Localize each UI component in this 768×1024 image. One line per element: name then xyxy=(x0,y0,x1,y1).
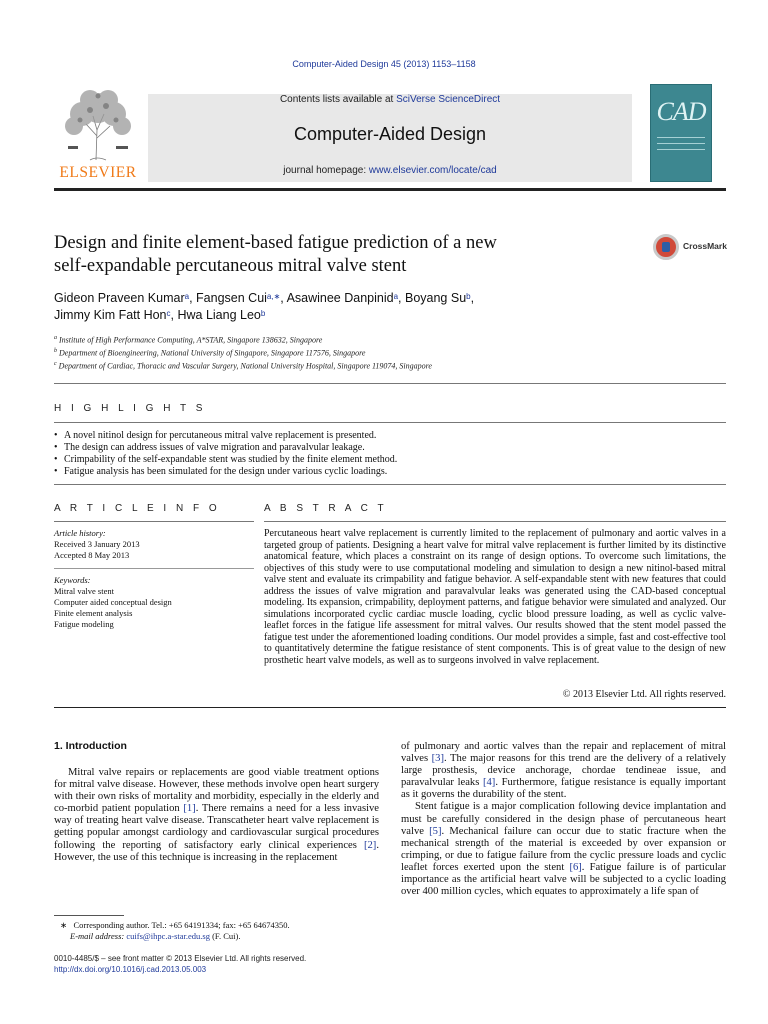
text-run: . Furthermore, fatigue resistance is equally important as it governs the durability of the stent. xyxy=(401,777,726,801)
author-name[interactable]: Hwa Liang Leo xyxy=(177,308,261,322)
highlights-list xyxy=(54,430,726,478)
keyword: Mitral valve stent xyxy=(54,586,114,596)
affiliation-mark: c xyxy=(54,361,57,367)
accepted-date: Accepted 8 May 2013 xyxy=(54,550,130,560)
footer xyxy=(54,953,454,975)
received-date: Received 3 January 2013 xyxy=(54,539,140,549)
email-suffix: (F. Cui). xyxy=(209,930,241,941)
author-name[interactable]: Jimmy Kim Fatt Hon xyxy=(54,308,167,322)
footnote-rule xyxy=(54,915,124,916)
bullet-icon: • xyxy=(54,454,58,465)
section-divider xyxy=(54,707,726,708)
list-item xyxy=(54,466,726,478)
bullet-icon: • xyxy=(54,442,58,453)
author-affiliation-mark[interactable]: a xyxy=(184,292,190,301)
affiliation xyxy=(54,359,674,372)
highlights-heading: H I G H L I G H T S xyxy=(54,403,206,414)
journal-name: Computer-Aided Design xyxy=(293,124,487,144)
highlight-text: The design can address issues of valve migration and paravalvular leakage. xyxy=(64,442,365,453)
affiliation xyxy=(54,346,674,359)
text-run: Mitral valve repairs or replacements are good viable treatment options for mitral valve disease. However, these methods involve open heart surgery with their own risks of mortality and morbidity, especially in the elderly and co-morbid patient population xyxy=(54,767,379,815)
article-info-heading: A R T I C L E I N F O xyxy=(54,503,221,514)
citation-link[interactable]: [5] xyxy=(429,825,442,837)
citation-link[interactable]: [4] xyxy=(482,777,496,789)
paragraph xyxy=(401,801,726,898)
footnote-mark: ∗ xyxy=(60,920,68,930)
cover-rule xyxy=(657,137,705,138)
author-name[interactable]: Gideon Praveen Kumar xyxy=(54,291,185,305)
contents-availability xyxy=(148,94,632,106)
section-divider xyxy=(54,422,726,423)
contents-prefix: Contents lists available at xyxy=(279,94,397,105)
body-column-right xyxy=(401,741,726,898)
paragraph xyxy=(401,741,726,801)
affiliation-text: Institute of High Performance Computing, A*STAR, Singapore 138632, Singapore xyxy=(59,335,323,345)
elsevier-wordmark: ELSEVIER xyxy=(59,164,137,181)
author-affiliation-mark[interactable]: c xyxy=(166,309,171,318)
section-divider xyxy=(54,568,254,569)
affiliation xyxy=(54,333,674,346)
sciencedirect-link[interactable]: SciVerse ScienceDirect xyxy=(396,94,501,105)
article-title xyxy=(54,232,614,278)
cover-rule xyxy=(657,149,705,150)
author-list: Gideon Praveen Kumar$^a$, Fangsen Cui$^{a,∗}$, Asawinee Danpinid$^a$, Boyang Su$^b$, Jimmy Kim Fatt Hon$^c$, Hwa Liang Leo$^b$ xyxy=(54,291,475,322)
issn-line: 0010-4485/$ – see front matter © 2013 Elsevier Ltd. All rights reserved. xyxy=(54,954,307,963)
paragraph xyxy=(54,767,379,864)
affiliation-mark: a xyxy=(54,335,57,341)
journal-reference[interactable]: Computer-Aided Design 45 (2013) 1153–1158 xyxy=(292,59,476,69)
list-item xyxy=(54,442,726,454)
cover-title: CAD xyxy=(656,97,706,126)
journal-cover-thumbnail xyxy=(650,84,712,182)
author-affiliation-mark[interactable]: b xyxy=(260,309,266,318)
citation-link[interactable]: [1] xyxy=(183,803,196,815)
author-affiliation-mark[interactable]: a xyxy=(393,292,399,301)
abstract-text: Percutaneous heart valve replacement is currently limited to the replacement of pulmonary and aortic valves in a targeted group of patients. Designing a heart valve for mitral valve replacement is further limited by its distinctive anatomical feature, which places a constraint on its range of design options. To overcome such limitations, the objectives of this study were to use computational modeling and simulation to design a new nitinol-based mitral valve stent and evaluate its crimpability and fatigue behavior. A self-expandable stent with new features that could address the issues of valve migration and paravalvular leaks was generated using the CAD-based conceptual modeling. Its expansion, crimpability, deployment patterns, and fatigue behavior were simulated and analyzed. Our simulations incorporated cyclic cardiac muscle loading, cyclic blood pressure loading, as well as cyclic valve-leaflet forces in the fatigue life assessment for mitral valves. Our results showed that the stent model passed the fatigue test under the aforementioned loading conditions. Our model provides a simple, fast and cost-effective tool to quantitatively determine the fatigue resistance of stent components. This is of great value to the design of new prosthetic heart valve models, as well as to surgeons involved in valve replacement. xyxy=(264,528,726,666)
history-label: Article history: xyxy=(54,528,106,538)
section-heading: 1. Introduction xyxy=(54,740,127,752)
keyword: Computer aided conceptual design xyxy=(54,597,172,607)
citation-link[interactable]: [2] xyxy=(363,839,377,851)
author-name[interactable]: Boyang Su xyxy=(404,291,467,305)
text-run: . However, the use of this technique is increasing in the replacement xyxy=(54,839,379,863)
bullet-icon: • xyxy=(54,430,58,441)
section-divider xyxy=(54,484,726,485)
abstract-heading: A B S T R A C T xyxy=(264,503,388,514)
doi-link[interactable]: http://dx.doi.org/10.1016/j.cad.2013.05.003 xyxy=(54,965,207,974)
elsevier-logo xyxy=(54,86,142,182)
affiliation-text: Department of Cardiac, Thoracic and Vascular Surgery, National University Hospital, Singapore 119074, Singapore xyxy=(58,361,432,371)
text-run: . Fatigue failure is of particular importance as the artificial heart valve will be subjected to a cyclic loading over 400 million cycles, which equates to approximately a life span of xyxy=(401,861,726,898)
keyword: Finite element analysis xyxy=(54,608,133,618)
title-line: self-expandable percutaneous mitral valve stent xyxy=(54,256,407,276)
highlight-text: A novel nitinol design for percutaneous mitral valve replacement is presented. xyxy=(64,430,377,441)
author-affiliation-mark[interactable]: a,∗ xyxy=(266,292,281,301)
highlight-text: Crimpability of the self-expandable stent was studied by the finite element method. xyxy=(64,454,398,465)
abstract-copyright: © 2013 Elsevier Ltd. All rights reserved. xyxy=(562,689,726,700)
section-divider xyxy=(264,521,726,522)
header-divider xyxy=(54,188,726,191)
cover-rule xyxy=(657,143,705,144)
homepage-prefix: journal homepage: xyxy=(283,165,369,176)
corresponding-author: Corresponding author. Tel.: +65 64191334; fax: +65 64674350. xyxy=(73,920,290,930)
body-column-left xyxy=(54,767,379,864)
footnote xyxy=(54,920,394,941)
affiliation-text: Department of Bioengineering, National University of Singapore, Singapore 117576, Singapore xyxy=(59,348,366,358)
elsevier-tree-icon xyxy=(60,86,136,162)
homepage-link[interactable]: www.elsevier.com/locate/cad xyxy=(368,165,497,176)
list-item xyxy=(54,454,726,466)
text-run: . The major reasons for this trend are the delivery of a relatively large prosthesis, device anchorage, chordae tendineae issue, and paravalvular leaks xyxy=(401,753,726,789)
highlight-text: Fatigue analysis has been simulated for the design under various cyclic loadings. xyxy=(64,466,388,477)
crossmark-badge[interactable] xyxy=(653,234,733,262)
email-link[interactable]: cuifs@ihpc.a-star.edu.sg xyxy=(126,930,210,941)
section-divider xyxy=(54,383,726,384)
title-line: Design and finite element-based fatigue prediction of a new xyxy=(54,233,497,253)
journal-banner xyxy=(148,94,632,182)
text-run: of pulmonary and aortic valves than the repair and replacement of mitral valves xyxy=(401,741,726,765)
bullet-icon: • xyxy=(54,466,58,477)
keyword: Fatigue modeling xyxy=(54,619,114,629)
section-divider xyxy=(54,521,254,522)
text-run: . Mechanical failure can occur due to static fracture when the mechanical strength of the material is exceeded by over expansion or crimping, or due to fatigue failure from the cyclic pressure loads and cyclic leaflet forces exerted upon the stent xyxy=(401,825,727,873)
text-run: Stent fatigue is a major complication following device implantation and must be carefully considered in the design phase of percutaneous heart valve xyxy=(401,801,726,837)
author-affiliation-mark[interactable]: b xyxy=(466,292,471,301)
crossmark-label: CrossMark xyxy=(683,241,727,251)
citation-link[interactable]: [3] xyxy=(431,753,445,765)
keywords xyxy=(54,575,254,630)
email-label: E-mail address: xyxy=(70,930,127,941)
text-run: . There remains a need for a less invasive way of treating heart valve disease. Transcatheter heart valve replacement is getting popular amongst cardiology and cardiovascular surgical procedures following the reporting of satisfactory early clinical experiences xyxy=(54,803,380,851)
article-history xyxy=(54,528,254,561)
crossmark-icon xyxy=(653,234,679,260)
affiliation-mark: b xyxy=(54,348,57,354)
journal-homepage xyxy=(148,165,632,176)
list-item xyxy=(54,430,726,442)
citation-link[interactable]: [6] xyxy=(569,861,582,873)
author-name[interactable]: Fangsen Cui xyxy=(196,291,267,305)
author-name[interactable]: Asawinee Danpinid xyxy=(286,291,394,305)
keywords-label: Keywords: xyxy=(54,575,91,585)
